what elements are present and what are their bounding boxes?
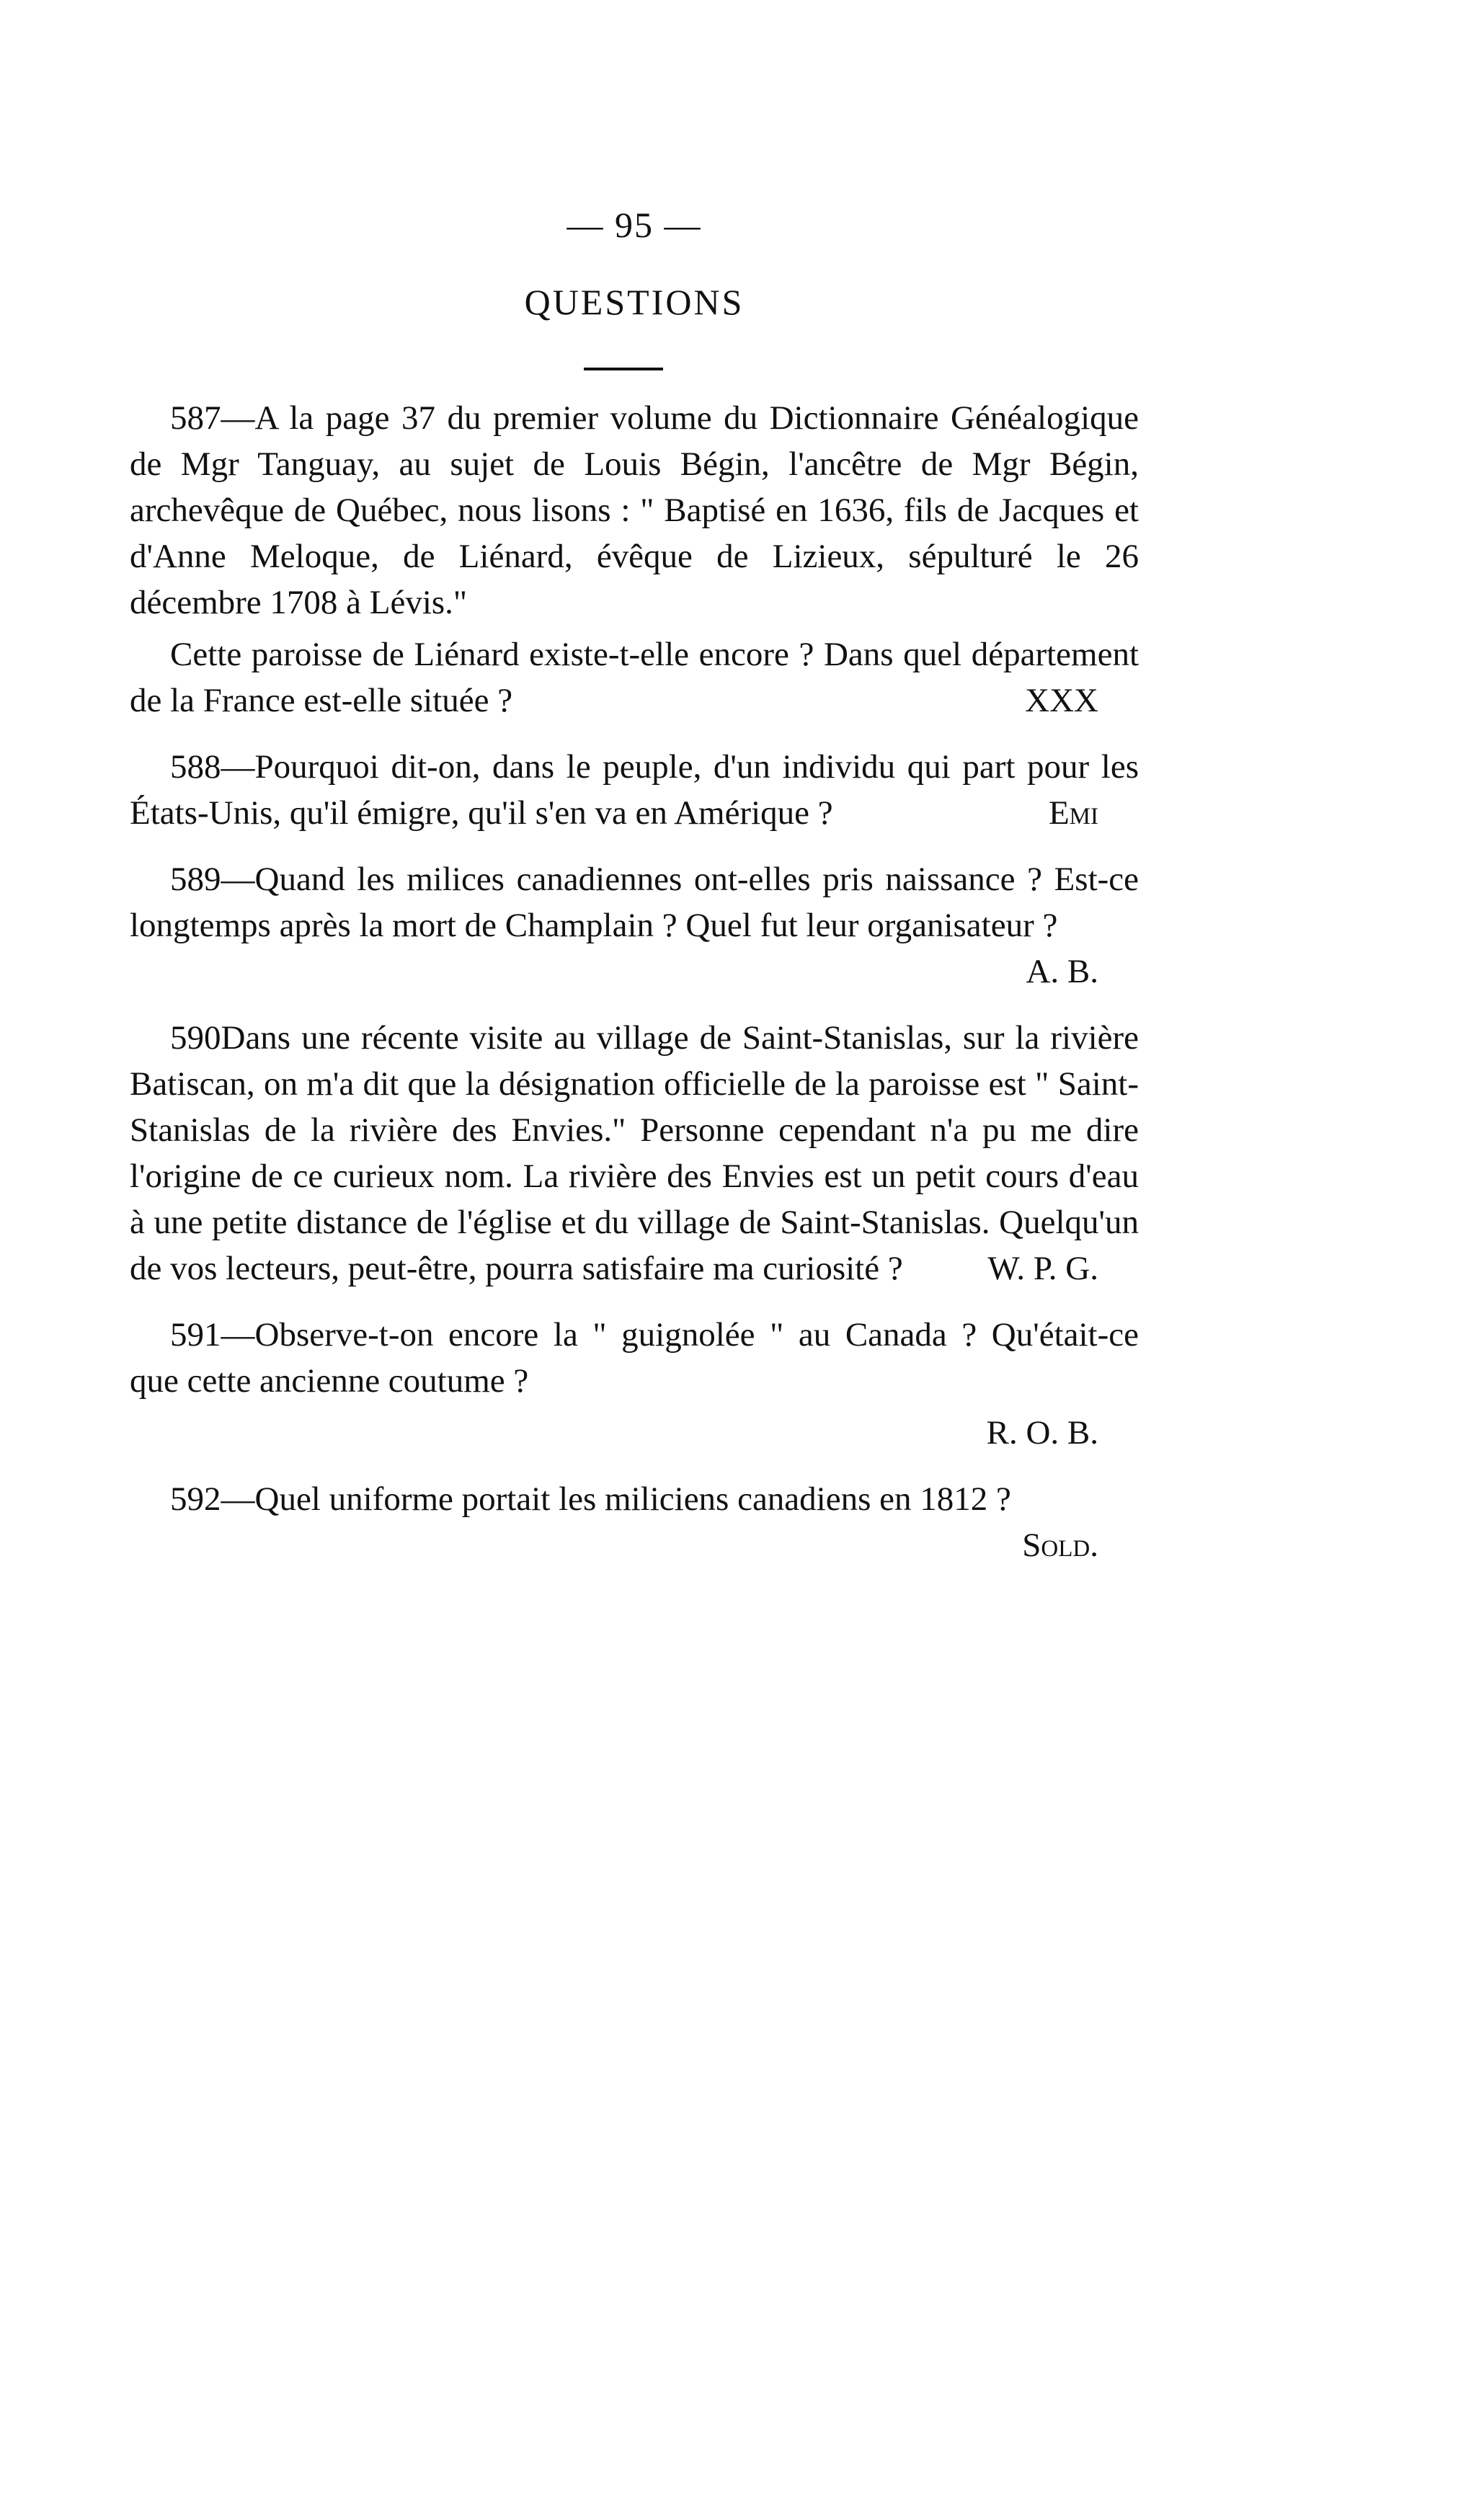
title-divider: [584, 368, 663, 370]
question-text: Cette paroisse de Liénard existe-t-elle encore ? Dans quel département de la France est-elle située ?: [130, 636, 1139, 719]
question-paragraph: [130, 856, 1139, 990]
question-signature: R. O. B.: [986, 1414, 1098, 1452]
question-signature: XXX: [1025, 682, 1098, 719]
question-paragraph: [130, 631, 1139, 724]
question-paragraph: 587—A la page 37 du premier volume du Dictionnaire Généalogique de Mgr Tanguay, au sujet de Louis Bégin, l'ancêtre de Mgr Bégin, archevêque de Québec, nous lisons : " Baptisé en 1636, fils de Jacques et d'Anne Meloque, de Liénard, évêque de Lizieux, sépulturé le 26 décembre 1708 à Lévis.": [130, 399, 1139, 621]
question-paragraph: 591—Observe-t-on encore la " guignolée " au Canada ? Qu'était-ce que cette ancienne coutume ?: [130, 1316, 1139, 1400]
section-title: QUESTIONS: [524, 282, 745, 322]
question-592: [130, 1476, 1139, 1568]
question-590: [130, 1015, 1139, 1292]
question-text: 590Dans une récente visite au village de Saint-Stanislas, sur la rivière Batiscan, on m'a dit que la désignation officielle de la paroisse est " Saint-Stanislas de la rivière des Envies." Personne cependant n'a pu me dire l'origine de ce curieux nom. La rivière des Envies est un petit cours d'eau à une petite distance de l'église et du village de Saint-Stanislas. Quelqu'un de vos lecteurs, peut-être, pourra satisfaire ma curiosité ?: [130, 1019, 1139, 1287]
document-page: [130, 0, 1139, 2506]
question-signature: W. P. G.: [987, 1250, 1098, 1287]
question-text: 589—Quand les milices canadiennes ont-elles pris naissance ? Est-ce longtemps après la mort de Champlain ? Quel fut leur organisateur ?: [130, 861, 1139, 944]
question-587: [130, 395, 1139, 724]
question-588: [130, 744, 1139, 836]
question-paragraph: [130, 1476, 1139, 1564]
question-text: 592—Quel uniforme portait les miliciens canadiens en 1812 ?: [170, 1480, 1011, 1518]
question-signature: A. B.: [1026, 953, 1098, 990]
question-paragraph: [130, 1015, 1139, 1292]
question-signature: Sold.: [1022, 1527, 1098, 1564]
question-589: [130, 856, 1139, 995]
page-number: — 95 —: [567, 205, 702, 245]
question-591: [130, 1312, 1139, 1456]
questions-list: [130, 395, 1139, 1589]
question-text: 588—Pourquoi dit-on, dans le peuple, d'un individu qui part pour les États-Unis, qu'il émigre, qu'il s'en va en Amérique ?: [130, 748, 1139, 832]
question-paragraph: [130, 744, 1139, 836]
question-signature: Emi: [1048, 794, 1098, 832]
